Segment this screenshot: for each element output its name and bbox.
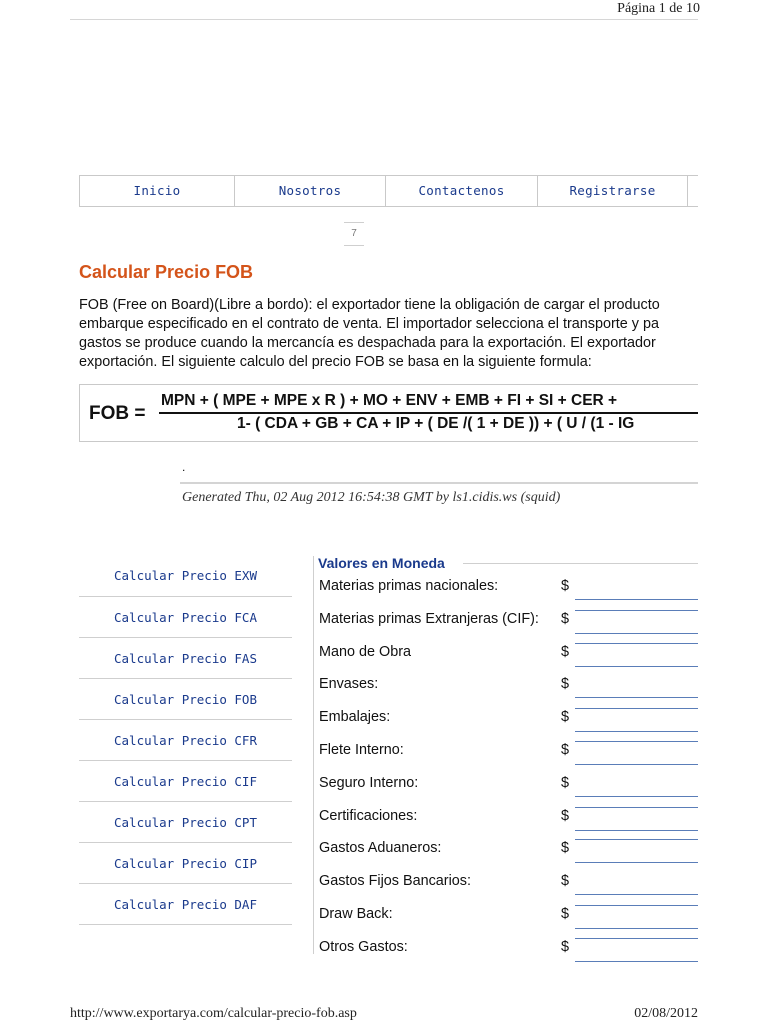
- intro-line: FOB (Free on Board)(Libre a bordo): el exportador tiene la obligación de cargar el producto: [79, 297, 660, 313]
- sidebar-item-cif[interactable]: Calcular Precio CIF: [79, 761, 292, 802]
- draw-back-input[interactable]: [575, 905, 698, 929]
- sidebar-item-cfr[interactable]: Calcular Precio CFR: [79, 720, 292, 761]
- sidebar-item-exw[interactable]: Calcular Precio EXW: [79, 554, 292, 597]
- intro-line: exportación. El siguiente calculo del precio FOB se basa en la siguiente formula:: [79, 354, 592, 370]
- field-label: Certificaciones:: [319, 807, 418, 824]
- form-row: [319, 839, 698, 872]
- sidebar-item-fas[interactable]: Calcular Precio FAS: [79, 638, 292, 679]
- header-rule: [70, 19, 698, 20]
- form-row: [319, 938, 698, 971]
- form-row: [319, 872, 698, 905]
- gastos-fijos-bancarios-input[interactable]: [575, 872, 698, 895]
- intro-line: gastos se produce cuando la mercancía es despachada para la exportación. El exportador: [79, 335, 656, 351]
- form-row: [319, 577, 698, 610]
- embalajes-input[interactable]: [575, 708, 698, 732]
- currency-symbol: $: [561, 578, 570, 594]
- currency-symbol: $: [561, 709, 570, 726]
- footer-date: 02/08/2012: [634, 1006, 698, 1021]
- pager[interactable]: 7: [344, 222, 364, 246]
- certificaciones-input[interactable]: [575, 807, 698, 831]
- materias-primas-nacionales-input[interactable]: [575, 577, 698, 600]
- intro-paragraph: [79, 296, 698, 372]
- sidebar-item-cpt[interactable]: Calcular Precio CPT: [79, 802, 292, 843]
- field-label: Seguro Interno:: [319, 774, 419, 791]
- field-label: Materias primas Extranjeras (CIF):: [319, 610, 539, 627]
- mano-de-obra-input[interactable]: [575, 643, 698, 667]
- nav-contactenos[interactable]: Contactenos: [386, 176, 538, 206]
- seguro-interno-input[interactable]: [575, 774, 698, 797]
- field-label: Gastos Aduaneros:: [319, 840, 442, 857]
- generated-notice: Generated Thu, 02 Aug 2012 16:54:38 GMT by ls1.cidis.ws (squid): [182, 490, 561, 505]
- field-label: Draw Back:: [319, 905, 393, 922]
- currency-symbol: $: [561, 905, 570, 922]
- form-row: [319, 675, 698, 708]
- form-row: [319, 708, 698, 741]
- currency-symbol: $: [561, 774, 570, 791]
- nav-nosotros[interactable]: Nosotros: [235, 176, 386, 206]
- field-label: Gastos Fijos Bancarios:: [319, 873, 471, 890]
- form-row: [319, 807, 698, 840]
- sidebar-item-daf[interactable]: Calcular Precio DAF: [79, 884, 292, 925]
- fraction-bar: [159, 412, 698, 414]
- form-row: [319, 905, 698, 938]
- field-label: Otros Gastos:: [319, 938, 408, 955]
- form-row: [319, 610, 698, 643]
- currency-symbol: $: [561, 741, 570, 758]
- field-label: Mano de Obra: [319, 643, 411, 660]
- page-number: Página 1 de 10: [617, 1, 700, 16]
- dot-text: .: [182, 460, 186, 474]
- form-row: [319, 643, 698, 676]
- formula-lhs: FOB =: [89, 403, 146, 424]
- currency-symbol: $: [561, 610, 570, 627]
- form-row: [319, 774, 698, 807]
- form-legend: Valores en Moneda: [318, 555, 445, 571]
- column-divider: [313, 556, 314, 954]
- sidebar: [79, 554, 292, 925]
- gastos-aduaneros-input[interactable]: [575, 839, 698, 863]
- footer-url[interactable]: http://www.exportarya.com/calcular-precio-fob.asp: [70, 1006, 357, 1021]
- envases-input[interactable]: [575, 675, 698, 698]
- formula-box: [79, 384, 698, 442]
- field-label: Envases:: [319, 676, 379, 693]
- top-nav: [79, 175, 698, 207]
- currency-symbol: $: [561, 873, 570, 890]
- currency-symbol: $: [561, 938, 570, 955]
- legend-rule: [463, 563, 698, 564]
- nav-registrarse[interactable]: Registrarse: [538, 176, 688, 206]
- currency-symbol: $: [561, 643, 570, 660]
- field-label: Embalajes:: [319, 709, 391, 726]
- cost-form: [319, 577, 698, 971]
- form-row: [319, 741, 698, 774]
- currency-symbol: $: [561, 676, 570, 693]
- sidebar-item-cip[interactable]: Calcular Precio CIP: [79, 843, 292, 884]
- flete-interno-input[interactable]: [575, 741, 698, 765]
- intro-line: embarque especificado en el contrato de venta. El importador selecciona el transporte y pa: [79, 316, 659, 332]
- otros-gastos-input[interactable]: [575, 938, 698, 962]
- currency-symbol: $: [561, 807, 570, 824]
- nav-inicio[interactable]: Inicio: [80, 176, 235, 206]
- nav-item-partial[interactable]: [688, 176, 698, 206]
- materias-primas-extranjeras-input[interactable]: [575, 610, 698, 634]
- field-label: Materias primas nacionales:: [319, 578, 499, 594]
- currency-symbol: $: [561, 840, 570, 857]
- formula-numerator: MPN + ( MPE + MPE x R ) + MO + ENV + EMB + FI + SI + CER +: [161, 392, 618, 409]
- sidebar-item-fob[interactable]: Calcular Precio FOB: [79, 679, 292, 720]
- page-title: Calcular Precio FOB: [79, 262, 254, 282]
- field-label: Flete Interno:: [319, 741, 404, 758]
- sidebar-item-fca[interactable]: Calcular Precio FCA: [79, 597, 292, 638]
- formula-denominator: 1- ( CDA + GB + CA + IP + ( DE /( 1 + DE )) + ( U / (1 - IG: [237, 415, 635, 432]
- generated-rule: [180, 482, 698, 484]
